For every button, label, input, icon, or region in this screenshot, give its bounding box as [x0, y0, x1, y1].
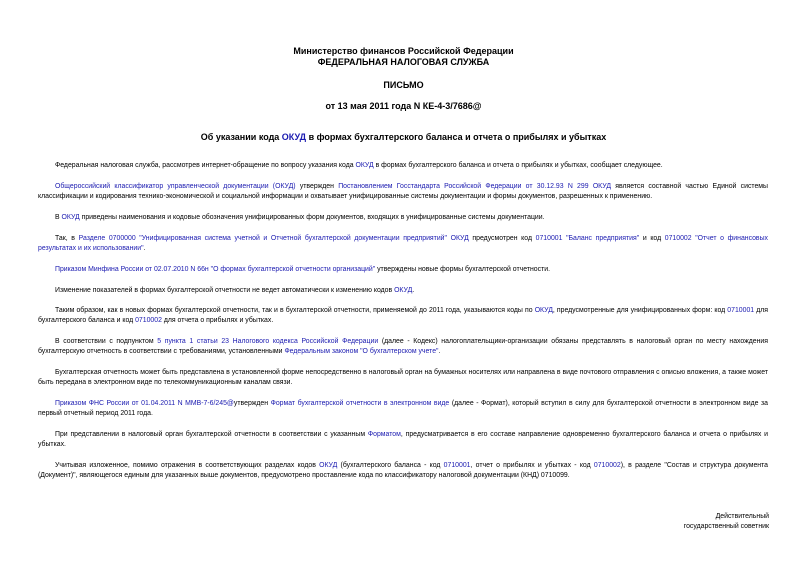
p4-link-okud[interactable]: ОКУД [450, 235, 469, 242]
p7-link-code-0710001[interactable]: 0710001 [727, 307, 755, 314]
p10-link-format[interactable]: Формат бухгалтерской отчетности в электронном виде [270, 400, 450, 407]
p12-link-code-0710001[interactable]: 0710001 [443, 462, 471, 469]
p8-link-tax-code[interactable]: 5 пункта 1 статьи 23 Налогового кодекса Российской Федерации [157, 338, 379, 345]
p3-text-1: приведены наименования и кодовые обозначения унифицированных форм документов, входящих в унифицированные системы документации. [79, 214, 545, 221]
p2-text-3: является составной частью Единой системы классификации и кодирования технико-экономической и социальной информации и охватывает унифицированные системы документации и формы документов, разрешенных к применению. [38, 183, 768, 201]
p4-link-section[interactable]: Разделе 0700000 "Унифицированная система учетной и Отчетной бухгалтерской документации предприятий" [78, 235, 447, 242]
paragraph-5 [38, 265, 768, 275]
title-okud-link[interactable]: ОКУД [281, 132, 307, 142]
p4-text-4: . [143, 245, 146, 253]
p5-text-1: утверждены новые формы бухгалтерской отчетности. [375, 266, 550, 273]
p8-text-2: . [438, 348, 441, 356]
document-title [0, 132, 807, 143]
p12-text-0: Учитывая изложенное, помимо отражения в соответствующих разделах кодов [55, 462, 320, 469]
p2-link-okud[interactable]: ОКУД [592, 183, 611, 190]
p10-text-2: (далее - Формат), который вступил в силу для бухгалтерской отчетности в электронном виде за первый отчетный период 2011 года. [38, 400, 769, 418]
p7-link-okud[interactable]: ОКУД [534, 307, 553, 314]
p2-link-resolution[interactable]: Постановлением Госстандарта Российской Федерации от 30.12.93 N 299 [338, 183, 589, 190]
p1-link-okud[interactable]: ОКУД [355, 162, 374, 169]
paragraph-9 [38, 368, 768, 389]
p11-text-1: , предусматривается в его составе направление одновременно бухгалтерского баланса и отчета о прибылях и убытках. [38, 431, 768, 449]
p3-text-0: В [55, 214, 62, 221]
paragraph-6 [38, 286, 768, 296]
paragraph-2 [38, 182, 768, 203]
p6-link-okud[interactable]: ОКУД [394, 287, 413, 294]
p8-text-1: (далее - Кодекс) налогоплательщики-организации обязаны представлять в налоговый орган по месту нахождения бухгалтерскую отчетность в соответствии с требованиями, установленными [38, 338, 769, 356]
p12-text-1: (бухгалтерского баланса - код [337, 462, 444, 469]
p4-link-balance[interactable]: 0710001 "Баланс предприятия" [535, 235, 640, 242]
paragraph-10 [38, 399, 768, 420]
title-text-post: в формах бухгалтерского баланса и отчета о прибылях и убытках [306, 132, 607, 142]
p8-link-federal-law[interactable]: Федеральным законом "О бухгалтерском учете" [284, 348, 439, 356]
p1-text-2: в формах бухгалтерского баланса и отчета о прибылях и убытках, сообщает следующее. [373, 162, 663, 169]
signature-line-1: Действительный [715, 513, 769, 520]
p7-text-0: Таким образом, как в новых формах бухгалтерской отчетности, так и в бухгалтерской отчетности, применяемой до 2011 года, указываются коды по [55, 307, 535, 314]
service-name: ФЕДЕРАЛЬНАЯ НАЛОГОВАЯ СЛУЖБА [317, 57, 490, 67]
p5-link-order[interactable]: Приказом Минфина России от 02.07.2010 N 66н "О формах бухгалтерской отчетности организаций" [55, 266, 376, 273]
paragraph-12 [38, 461, 768, 482]
document-date-number: от 13 мая 2011 года N КЕ-4-3/7686@ [325, 101, 482, 111]
p7-text-2: для бухгалтерского баланса и код [38, 307, 769, 325]
p7-link-code-0710002[interactable]: 0710002 [135, 317, 162, 325]
p12-link-okud[interactable]: ОКУД [319, 462, 338, 469]
p10-link-order[interactable]: Приказом ФНС России от 01.04.2011 N ММВ-7-6/245@ [55, 400, 234, 407]
p2-link-classifier[interactable]: Общероссийский классификатор управленческой документации (ОКУД) [55, 183, 296, 190]
paragraph-7 [38, 306, 768, 327]
signature-block [684, 512, 769, 533]
paragraph-3 [38, 213, 768, 223]
paragraph-11 [38, 430, 768, 451]
p1-text-1: Федеральная налоговая служба, рассмотрев интернет-обращение по вопросу указания кода [55, 162, 356, 169]
paragraph-8 [38, 337, 768, 358]
p12-text-2: , отчет о прибылях и убытках - код [470, 462, 594, 469]
paragraph-4 [38, 234, 768, 255]
p3-link-okud[interactable]: ОКУД [61, 214, 80, 221]
ministry-name: Министерство финансов Российской Федерации [293, 46, 514, 56]
title-text-pre: Об указании кода [200, 132, 282, 142]
p4-text-3: и код [639, 235, 665, 242]
p4-text-2: предусмотрен код [468, 235, 536, 242]
p11-text-0: При представлении в налоговый орган бухгалтерской отчетности в соответствии с указанным [55, 431, 368, 438]
p2-text-1: утвержден [295, 183, 339, 190]
p4-link-report[interactable]: 0710002 "Отчет о финансовых результатах и их использовании" [38, 235, 768, 253]
p12-link-code-0710002[interactable]: 0710002 [593, 462, 621, 469]
p7-text-1: , предусмотренные для унифицированных форм: код [552, 307, 728, 314]
paragraph-1 [38, 161, 768, 171]
p4-text-0: Так, в [55, 235, 79, 242]
p12-text-3: ), в разделе "Состав и структура документа (Документ)", являющегося единым для указанных выше документов, предусмотрено проставление кода по классификатору налоговой документации (КНД) 0710099. [38, 462, 768, 480]
p8-text-0: В соответствии с подпунктом [55, 338, 158, 345]
p7-text-3: для отчета о прибылях и убытках. [161, 317, 274, 325]
document-type: ПИСЬМО [383, 80, 424, 90]
p9-text-0: Бухгалтерская отчетность может быть представлена в установленной форме непосредственно в налоговый орган на бумажных носителях или направлена в виде почтового отправления с описью вложения, а также может быть передана в электронном виде по телекоммуникационным каналам связи. [38, 369, 768, 387]
p6-text-0: Изменение показателей в формах бухгалтерской отчетности не ведет автоматически к изменению кодов [55, 287, 395, 294]
p6-text-1: . [412, 287, 415, 294]
p10-text-1: утвержден [233, 400, 271, 407]
p11-link-format[interactable]: Форматом [367, 431, 401, 438]
signature-line-2: государственный советник [683, 523, 769, 531]
